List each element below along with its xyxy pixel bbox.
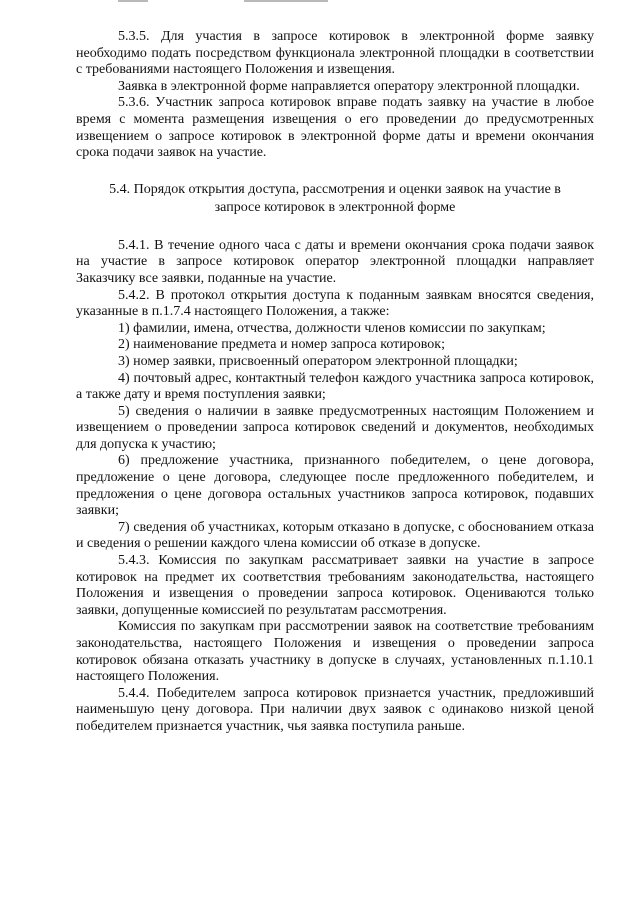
paragraph-5-3-5-b: Заявка в электронной форме направляется оператору электронной площадки. xyxy=(118,78,580,94)
document-body xyxy=(76,29,594,736)
paragraph-5-3-6: 5.3.6. Участник запроса котировок вправе подать заявку на участие в любое время с момента размещения извещения о его проведении до предусмотренных извещением о запросе котировок в электронной форме даты и времени окончания срока подачи заявок на участие. xyxy=(76,95,594,161)
list-item: 4) почтовый адрес, контактный телефон каждого участника запроса котировок, а также дату и время поступления заявки; xyxy=(76,370,594,403)
list-item: 7) сведения об участниках, которым отказано в допуске, с обоснованием отказа и сведения о решении каждого члена комиссии об отказе в допуске. xyxy=(76,519,594,552)
paragraph-5-3-5: 5.3.5. Для участия в запросе котировок в электронной форме заявку необходимо подать посредством функционала электронной площадки в соответствии с требованиями настоящего Положения и извещения. xyxy=(76,29,594,78)
paragraph-5-4-3-b: Комиссия по закупкам при рассмотрении заявок на соответствие требованиям законодательства, настоящего Положения и извещения о проведении запроса котировок обязана отказать участнику в допуске в случаях, установленных п.1.10.1 настоящего Положения. xyxy=(76,619,594,685)
list-item: 2) наименование предмета и номер запроса котировок; xyxy=(118,337,445,353)
paragraph-5-4-4: 5.4.4. Победителем запроса котировок признается участник, предложивший наименьшую цену договора. При наличии двух заявок с одинаково низкой ценой победителем признается участник, чья заявка поступила раньше. xyxy=(76,685,594,734)
paragraph-5-4-1: 5.4.1. В течение одного часа с даты и времени окончания срока подачи заявок на участие в запросе котировок оператор электронной площадки направляет Заказчику все заявки, поданные на участие. xyxy=(76,237,594,286)
list-item: 1) фамилии, имена, отчества, должности членов комиссии по закупкам; xyxy=(118,320,546,336)
list-item: 6) предложение участника, признанного победителем, о цене договора, предложение о цене договора, следующее после предложенного победителем, и предложения о цене договора остальных участников запроса котировок, подавших заявки; xyxy=(76,453,594,519)
scan-artifact-mark xyxy=(244,0,328,2)
section-title-line: запросе котировок в электронной форме xyxy=(214,199,456,215)
paragraph-5-4-3: 5.4.3. Комиссия по закупкам рассматривает заявки на участие в запросе котировок на предмет их соответствия требованиям законодательства, настоящего Положения и извещения о проведении запроса котировок. Оцениваются только заявки, допущенные комиссией по результатам рассмотрения. xyxy=(76,553,594,618)
scan-artifact-mark xyxy=(118,0,148,2)
section-title-5-4 xyxy=(76,181,594,217)
list-item: 5) сведения о наличии в заявке предусмотренных настоящим Положением и извещением о проведении запроса котировок сведений и документов, необходимых для допуска к участию; xyxy=(76,403,594,452)
section-title-line: 5.4. Порядок открытия доступа, рассмотрения и оценки заявок на участие в xyxy=(109,181,561,197)
paragraph-5-4-2: 5.4.2. В протокол открытия доступа к поданным заявкам вносятся сведения, указанные в п.1.7.4 настоящего Положения, а также: xyxy=(76,287,594,320)
list-item: 3) номер заявки, присвоенный оператором электронной площадки; xyxy=(118,353,518,369)
